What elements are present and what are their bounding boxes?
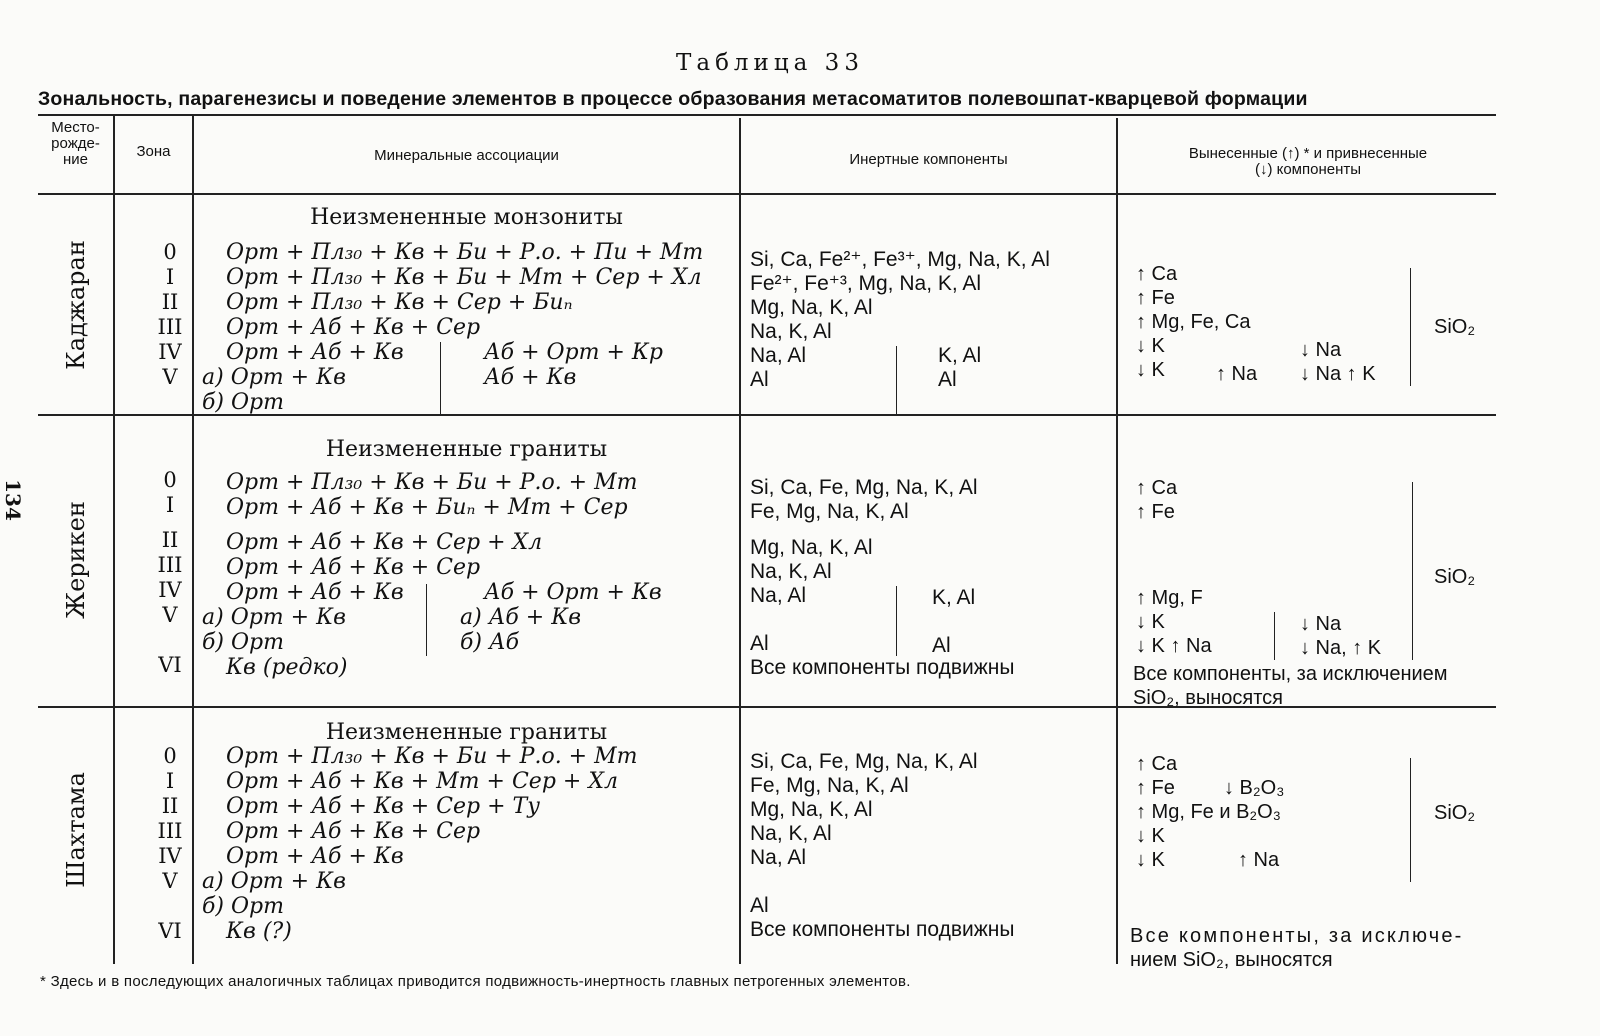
sio2-bracket-1 — [1410, 268, 1411, 386]
minerals-alt-2 — [460, 580, 662, 655]
inert-1 — [750, 248, 1050, 392]
mineral-assoc-alt: Аб + Кв — [484, 365, 577, 390]
inert-alt-2 — [932, 586, 975, 658]
moved-component: ↓ Na ↑ K — [1300, 363, 1376, 385]
mineral-assoc: Орт + Пл₃₀ + Кв + Би + Р.о. + Мт — [226, 744, 638, 769]
mineral-assoc: Орт + Пл₃₀ + Кв + Би + Р.о. + Пи + Мт — [226, 240, 704, 265]
zone-label: III — [157, 553, 183, 577]
mineral-assoc: Орт + Аб + Кв — [226, 340, 404, 365]
sio2-label-3: SiO₂ — [1434, 802, 1476, 824]
moved-component: ↑ Mg, Fe, Ca — [1136, 311, 1251, 333]
zone-label: VI — [158, 919, 182, 943]
mineral-assoc: а) Орт + Кв — [202, 869, 346, 894]
moved-component: ↓ K — [1136, 611, 1165, 633]
inert-components: Al — [750, 368, 769, 391]
mineral-assoc: Орт + Аб + Кв + Мт + Сер + Хл — [226, 769, 618, 794]
zone-label: I — [165, 265, 175, 289]
inert-components: Na, Al — [750, 584, 807, 607]
inert-alt-1 — [938, 344, 981, 392]
mineral-assoc: Орт + Аб + Кв + Биₙ + Мт + Сер — [226, 495, 628, 520]
sio2-bracket-3 — [1410, 758, 1411, 882]
zone-label: 0 — [163, 744, 177, 768]
zones-2 — [140, 468, 200, 678]
moved-component: ↑ Fe — [1136, 777, 1175, 799]
moved-component: ↑ Na — [1238, 849, 1280, 871]
moved-component: ↓ K — [1136, 335, 1165, 357]
moved-component: ↓ K ↑ Na — [1136, 635, 1212, 657]
mineral-assoc: а) Орт + Кв — [202, 365, 346, 390]
inert-components: Na, K, Al — [750, 822, 832, 845]
zone-label: I — [165, 769, 175, 793]
zones-3 — [140, 744, 200, 944]
unaltered-1: Неизмененные монзониты — [310, 205, 623, 230]
unaltered-2: Неизмененные граниты — [325, 437, 608, 462]
mineral-assoc-alt: б) Аб — [460, 630, 520, 655]
moved-component: ↑ Fe — [1136, 287, 1175, 309]
moved-component: ↓ K — [1136, 849, 1165, 871]
inert-components: Al — [750, 632, 769, 655]
inert-components-alt: K, Al — [938, 344, 982, 367]
mineral-assoc: Орт + Аб + Кв + Сер — [226, 315, 481, 340]
zone-label: IV — [158, 340, 182, 364]
zone-label: II — [161, 528, 179, 552]
zone-label: IV — [158, 844, 182, 868]
mineral-assoc: Кв (редко) — [226, 655, 348, 680]
moved-divider-2 — [1274, 612, 1275, 660]
mineral-assoc: Орт + Аб + Кв + Сер + Ту — [226, 794, 540, 819]
zone-label: 0 — [163, 468, 177, 492]
header-moved — [1118, 146, 1498, 178]
page-number: 134 — [0, 479, 25, 521]
zone-label: VI — [158, 653, 182, 677]
mineral-assoc: Орт + Пл₃₀ + Кв + Би + Мт + Сер + Хл — [226, 265, 702, 290]
inert-components: Na, K, Al — [750, 560, 832, 583]
mineral-divider-1 — [440, 342, 441, 414]
inert-components: Mg, Na, K, Al — [750, 798, 873, 821]
moved-2b — [1136, 586, 1212, 658]
moved-2c — [1300, 612, 1381, 660]
moved-component: ↓ K — [1136, 359, 1165, 381]
header-minerals: Минеральные ассоциации — [374, 147, 559, 164]
mineral-assoc: а) Орт + Кв — [202, 605, 346, 630]
moved-component: ↓ Na, ↑ K — [1300, 637, 1382, 659]
zone-label: 0 — [163, 240, 177, 264]
sio2-bracket-2 — [1412, 482, 1413, 660]
moved-component: ↑ Mg, Fe и B₂O₃ — [1136, 801, 1281, 823]
sio2-label-2: SiO₂ — [1434, 566, 1476, 588]
inert-components: Все компоненты подвижны — [750, 918, 1015, 941]
zone-label: V — [162, 869, 178, 893]
inert-divider-2 — [896, 586, 897, 656]
inert-components: Fe, Mg, Na, K, Al — [750, 500, 909, 523]
zone-label: III — [157, 819, 183, 843]
header-deposit-line-3: ние — [62, 151, 88, 168]
unaltered-3: Неизмененные граниты — [325, 720, 608, 745]
zone-label: II — [161, 290, 179, 314]
inert-components: Все компоненты подвижны — [750, 656, 1015, 679]
table-title: Зональность, парагенезисы и поведение элементов в процессе образования метасоматитов полевошпат-кварцевой формации — [38, 88, 1308, 110]
mineral-assoc: б) Орт — [202, 390, 284, 415]
moved-2 — [1136, 476, 1177, 524]
zone-label: V — [162, 603, 178, 627]
zone-label — [140, 894, 200, 919]
inert-divider-1 — [896, 346, 897, 414]
mineral-assoc: Орт + Аб + Кв — [226, 844, 404, 869]
inert-components: Na, Al — [750, 344, 807, 367]
zones-1 — [140, 240, 200, 390]
moved-note-line: Все компоненты, за исключе- — [1130, 925, 1464, 947]
mineral-assoc: Орт + Аб + Кв + Сер — [226, 555, 481, 580]
header-moved-line-2: (↓) компоненты — [1254, 161, 1362, 178]
inert-components: Mg, Na, K, Al — [750, 296, 873, 319]
col-line-4 — [1116, 118, 1118, 964]
moved-component: ↓ B₂O₃ — [1224, 777, 1285, 799]
mineral-assoc: Орт + Пл₃₀ + Кв + Би + Р.о. + Мт — [226, 470, 638, 495]
header-deposit — [38, 120, 113, 168]
inert-components: Mg, Na, K, Al — [750, 536, 873, 559]
footnote: * Здесь и в последующих аналогичных таблицах приводится подвижность-инертность главных петрогенных элементов. — [40, 973, 911, 990]
inert-components-alt: K, Al — [932, 586, 976, 609]
moved-component: ↑ Mg, F — [1136, 587, 1203, 609]
moved-note-2 — [1133, 662, 1448, 710]
header-inert: Инертные компоненты — [849, 151, 1008, 168]
zone-label: II — [161, 794, 179, 818]
moved-component: ↑ Ca — [1136, 753, 1178, 775]
mineral-assoc: Орт + Пл₃₀ + Кв + Сер + Биₙ — [226, 290, 573, 315]
mineral-assoc: б) Орт — [202, 894, 284, 919]
moved-component: ↑ Na — [1216, 363, 1258, 385]
minerals-alt-1 — [484, 340, 663, 390]
mineral-divider-2 — [426, 584, 427, 656]
mineral-assoc-alt: а) Аб + Кв — [460, 605, 582, 630]
header-deposit-line-1: Место- — [51, 119, 100, 136]
header-zone: Зона — [136, 143, 171, 160]
moved-component: ↑ Ca — [1136, 477, 1178, 499]
inert-3 — [750, 750, 1015, 942]
zone-label: IV — [158, 578, 182, 602]
moved-component: ↑ Fe — [1136, 501, 1175, 523]
inert-components: Na, Al — [750, 846, 807, 869]
inert-components-alt: Al — [938, 368, 957, 391]
inert-components: Fe, Mg, Na, K, Al — [750, 774, 909, 797]
rule-header — [38, 193, 1496, 195]
mineral-assoc: Орт + Аб + Кв + Сер + Хл — [226, 530, 543, 555]
deposit-kadzharan: Каджаран — [62, 240, 90, 370]
moved-component: ↓ Na — [1300, 339, 1342, 361]
header-moved-line-1: Вынесенные (↑) * и привнесенные — [1188, 145, 1428, 162]
moved-note-line: SiO₂, выносятся — [1133, 687, 1283, 709]
mineral-assoc-alt: Аб + Орт + Кр — [484, 340, 664, 365]
deposit-shakhtama: Шахтама — [62, 772, 90, 888]
moved-note-line: Все компоненты, за исключением — [1133, 663, 1448, 685]
moved-note-line: нием SiO₂, выносятся — [1130, 949, 1333, 971]
inert-components: Al — [750, 894, 769, 917]
mineral-assoc: Кв (?) — [226, 919, 292, 944]
inert-components: Si, Ca, Fe, Mg, Na, K, Al — [750, 476, 978, 499]
mineral-assoc: Орт + Аб + Кв — [226, 580, 404, 605]
zone-label: I — [165, 493, 175, 517]
inert-components: Na, K, Al — [750, 320, 832, 343]
mineral-assoc: Орт + Аб + Кв + Сер — [226, 819, 481, 844]
mineral-assoc: б) Орт — [202, 630, 284, 655]
deposit-zheriken: Жерикен — [62, 501, 90, 619]
moved-component: ↓ Na — [1300, 613, 1342, 635]
sio2-label-1: SiO₂ — [1434, 316, 1476, 338]
inert-components-alt: Al — [932, 634, 951, 657]
header-deposit-line-2: рожде- — [51, 135, 100, 152]
moved-note-3 — [1130, 924, 1464, 972]
table-caption: Таблица 33 — [676, 50, 864, 76]
zone-label: III — [157, 315, 183, 339]
inert-components: Si, Ca, Fe²⁺, Fe³⁺, Mg, Na, K, Al — [750, 248, 1050, 271]
mineral-assoc-alt: Аб + Орт + Кв — [484, 580, 662, 605]
inert-components: Fe²⁺, Fe⁺³, Mg, Na, K, Al — [750, 272, 982, 295]
zone-label: V — [162, 365, 178, 389]
col-line-1 — [113, 114, 115, 964]
minerals-3 — [202, 744, 638, 944]
inert-components: Si, Ca, Fe, Mg, Na, K, Al — [750, 750, 978, 773]
moved-component: ↑ Ca — [1136, 263, 1178, 285]
zone-label — [140, 628, 200, 653]
col-line-3 — [739, 118, 741, 964]
moved-component: ↓ K — [1136, 825, 1165, 847]
rule-top — [38, 114, 1496, 116]
